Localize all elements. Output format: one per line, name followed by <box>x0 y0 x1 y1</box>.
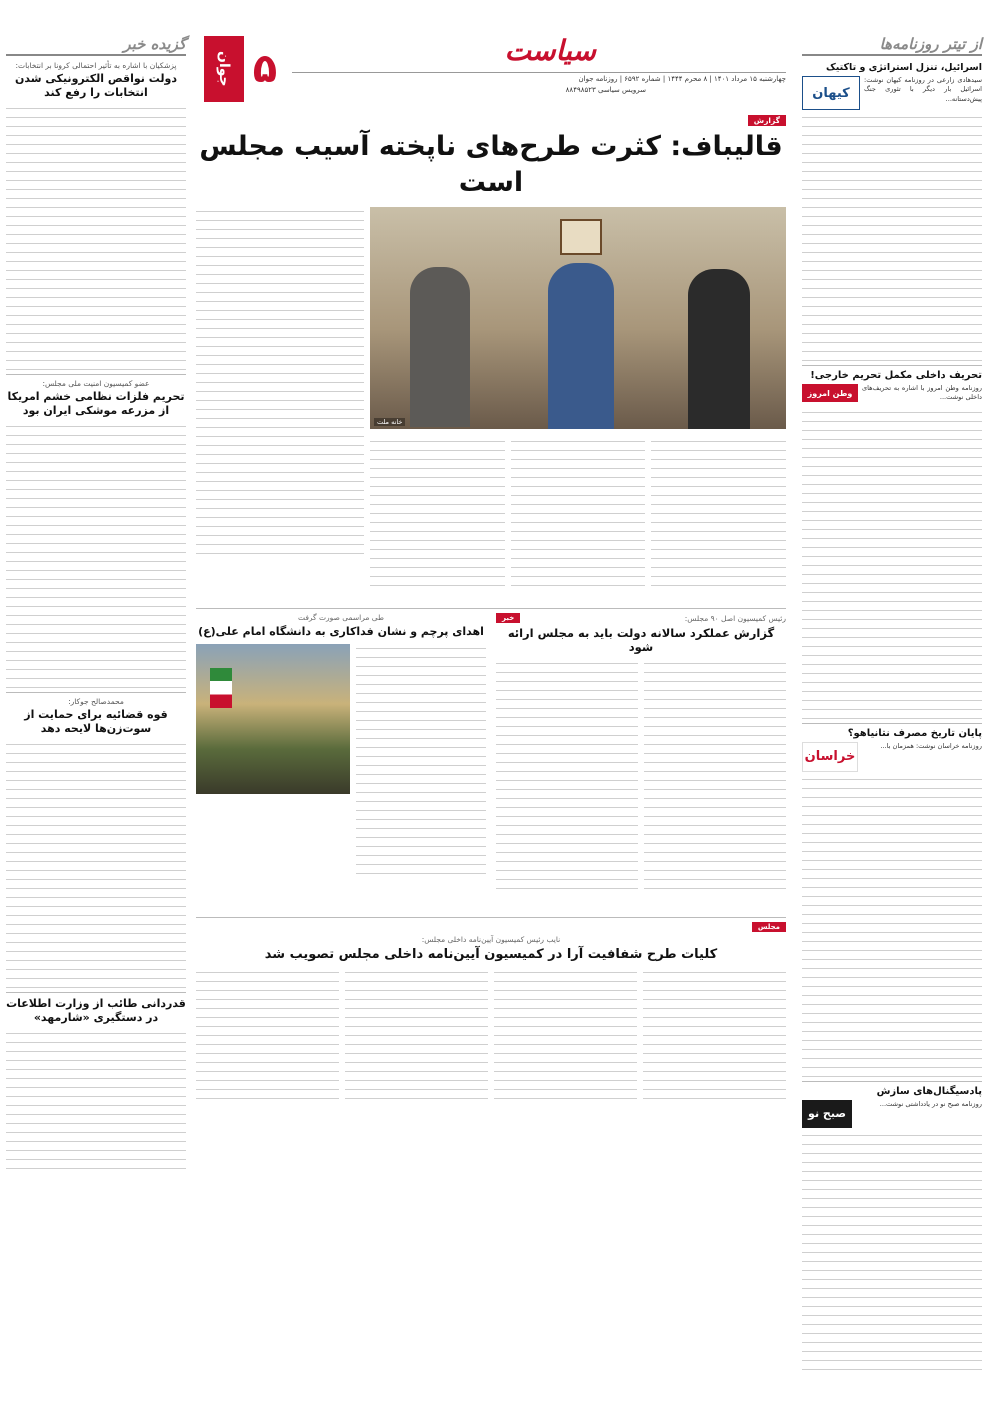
lead-photo <box>370 207 786 429</box>
story-report-90 <box>496 613 786 913</box>
lead-kicker: گزارش <box>748 115 786 126</box>
right-article-4-body: روزنامه صبح نو در یادداشتی نوشت... <box>879 1099 982 1108</box>
story-1-title: گزارش عملکرد سالانه دولت باید به مجلس ارائه شود <box>507 626 775 654</box>
lead-story <box>196 108 786 602</box>
bottom-text-col-4 <box>196 968 339 1103</box>
lead-text-col-2 <box>511 437 646 602</box>
person-left <box>410 267 470 427</box>
service-line: سرویس سیاسی ۸۸۴۹۸۵۲۳ <box>565 86 646 94</box>
left-section-title: گزیده خبر <box>123 35 186 53</box>
left-news-4 <box>6 997 186 1169</box>
story-2-text-col <box>356 644 486 878</box>
story-1-text-col-1 <box>644 659 786 893</box>
left-news-4-title: قدردانی طائب از وزارت اطلاعات در دستگیری «شارمهد» <box>6 997 186 1024</box>
masthead <box>196 34 786 108</box>
khorasan-logo: خراسان <box>802 742 858 772</box>
left-news-3-title: قوه قضائیه برای حمایت از سوت‌زن‌ها لایحه دهد <box>24 708 168 735</box>
lead-text-col-right <box>196 207 364 602</box>
bottom-title: کلیات طرح شفافیت آرا در کمیسیون آیین‌نامه داخلی مجلس تصویب شد <box>264 947 718 962</box>
photo-caption: خانه ملت <box>374 418 405 426</box>
right-section-title: از تیتر روزنامه‌ها <box>879 35 982 53</box>
page-number: ۵ <box>252 46 278 92</box>
right-article-4-text-lines <box>802 1131 982 1370</box>
right-article-4-title: پادسیگنال‌های سازش <box>876 1085 982 1097</box>
right-article-1-body: سیدهادی زارعی در روزنامه کیهان نوشت: اسرائیل بار دیگر با تئوری جنگ پیش‌دستانه... <box>864 76 982 103</box>
left-news-2-title: تحریم فلزات نظامی خشم امریکا از مزرعه موشکی ایران بود <box>7 390 185 417</box>
paper-logo: جوان <box>204 36 244 102</box>
person-center <box>548 263 614 429</box>
story-2-title: اهدای پرچم و نشان فداکاری به دانشگاه امام علی(ع) <box>198 625 484 638</box>
page-number-logo <box>196 34 286 104</box>
left-news-1 <box>6 61 186 370</box>
left-news-3-lead: محمدصالح جوکار: <box>68 697 124 706</box>
story-1-lead: رئیس کمیسیون اصل ۹۰ مجلس: <box>684 613 786 623</box>
right-column <box>802 34 982 1374</box>
right-article-4 <box>802 1086 982 1370</box>
sobh-no-logo: صبح نو <box>802 1100 852 1128</box>
left-news-3-text-lines <box>6 740 186 988</box>
right-article-3-title: پایان تاریخ مصرف نتانیاهو؟ <box>847 727 982 739</box>
left-news-1-text-lines <box>6 104 186 370</box>
left-column <box>6 34 186 1173</box>
left-news-2-text-lines <box>6 422 186 688</box>
ceremony-photo <box>196 644 350 794</box>
right-article-2-body: روزنامه وطن امروز با اشاره به تحریف‌های داخلی نوشت... <box>862 384 982 402</box>
story-1-kicker: خبر <box>496 613 520 623</box>
right-article-3-text-lines <box>802 775 982 1077</box>
kayhan-logo: کیهان <box>802 76 860 110</box>
left-news-3 <box>6 697 186 988</box>
bottom-lead: نایب رئیس کمیسیون آیین‌نامه داخلی مجلس: <box>421 935 561 944</box>
story-1-text-col-2 <box>496 659 638 893</box>
left-news-1-lead: پزشکیان با اشاره به تأثیر احتمالی کرونا بر انتخابات: <box>15 61 177 70</box>
right-article-2 <box>802 370 982 719</box>
left-news-1-title: دولت نواقص الکترونیکی شدن انتخابات را رفع کند <box>15 72 177 99</box>
flag <box>210 668 232 708</box>
left-news-2 <box>6 379 186 688</box>
bottom-kicker: مجلس <box>752 922 786 932</box>
right-article-2-title: تحریف داخلی مکمل تحریم خارجی! <box>810 370 982 381</box>
story-2-lead: طی مراسمی صورت گرفت <box>297 613 385 622</box>
date-line: چهارشنبه ۱۵ مرداد ۱۴۰۱ | ۸ محرم ۱۴۴۴ | شماره ۶۵۹۲ | روزنامه جوان <box>292 72 786 83</box>
lead-title: قالیباف: کثرت طرح‌های ناپخته آسیب مجلس است <box>199 131 783 198</box>
person-right <box>688 269 750 429</box>
right-section-header <box>802 34 982 56</box>
lead-text-col-3 <box>370 437 505 602</box>
right-article-2-text-lines <box>802 408 982 719</box>
left-news-2-lead: عضو کمیسیون امنیت ملی مجلس: <box>42 379 150 388</box>
left-section-header <box>6 34 186 56</box>
right-article-3 <box>802 728 982 1077</box>
story-flag-ceremony <box>196 613 486 913</box>
wall-portraits <box>560 219 602 255</box>
right-article-1-title: اسرائیل، تنزل استراتژی و تاکتیک <box>826 62 982 73</box>
bottom-story <box>196 922 786 1103</box>
lead-text-col-1 <box>651 437 786 602</box>
section-title: سیاست <box>504 34 596 67</box>
bottom-text-col-3 <box>345 968 488 1103</box>
bottom-text-col-1 <box>643 968 786 1103</box>
main-area <box>196 34 786 1103</box>
right-article-1-text-lines <box>802 113 982 361</box>
right-article-3-body: روزنامه خراسان نوشت: همزمان با... <box>880 741 982 750</box>
right-article-1 <box>802 62 982 361</box>
vatan-emrooz-logo: وطن امروز <box>802 384 858 402</box>
bottom-text-col-2 <box>494 968 637 1103</box>
left-news-4-text-lines <box>6 1029 186 1169</box>
